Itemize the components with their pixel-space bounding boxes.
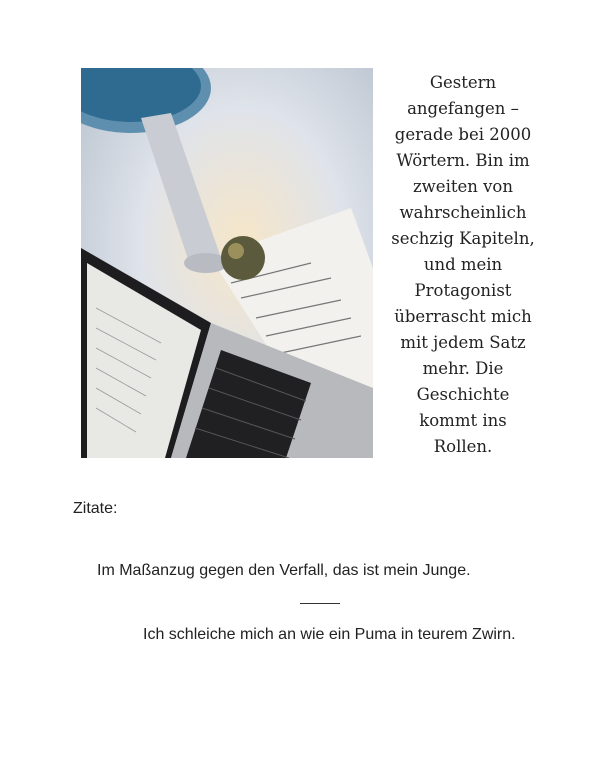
quote-divider: [300, 603, 340, 604]
story-text: [378, 70, 548, 460]
story-line: Rollen.: [433, 437, 493, 456]
story-line: kommt ins: [419, 411, 507, 430]
story-line: wahrscheinlich: [399, 203, 527, 222]
quote-1: Im Maßanzug gegen den Verfall, das ist mein Junge.: [97, 562, 471, 579]
story-line: angefangen –: [407, 99, 519, 118]
story-line: Gestern: [429, 73, 497, 92]
story-line: Geschichte: [416, 385, 510, 404]
story-line: Protagonist: [414, 281, 512, 300]
marble-ball: [221, 236, 265, 280]
quotes-label: Zitate:: [73, 500, 118, 517]
story-line: und mein: [423, 255, 503, 274]
story-line: gerade bei 2000: [394, 125, 532, 144]
quote-2: Ich schleiche mich an wie ein Puma in teurem Zwirn.: [143, 626, 516, 643]
desk-photo: [81, 68, 373, 458]
story-line: mit jedem Satz: [400, 333, 526, 352]
story-line: sechzig Kapiteln,: [391, 229, 535, 248]
story-line: überrascht mich: [394, 307, 532, 326]
story-line: mehr. Die: [422, 359, 504, 378]
story-line: Wörtern. Bin im: [396, 151, 530, 170]
story-line: zweiten von: [412, 177, 513, 196]
